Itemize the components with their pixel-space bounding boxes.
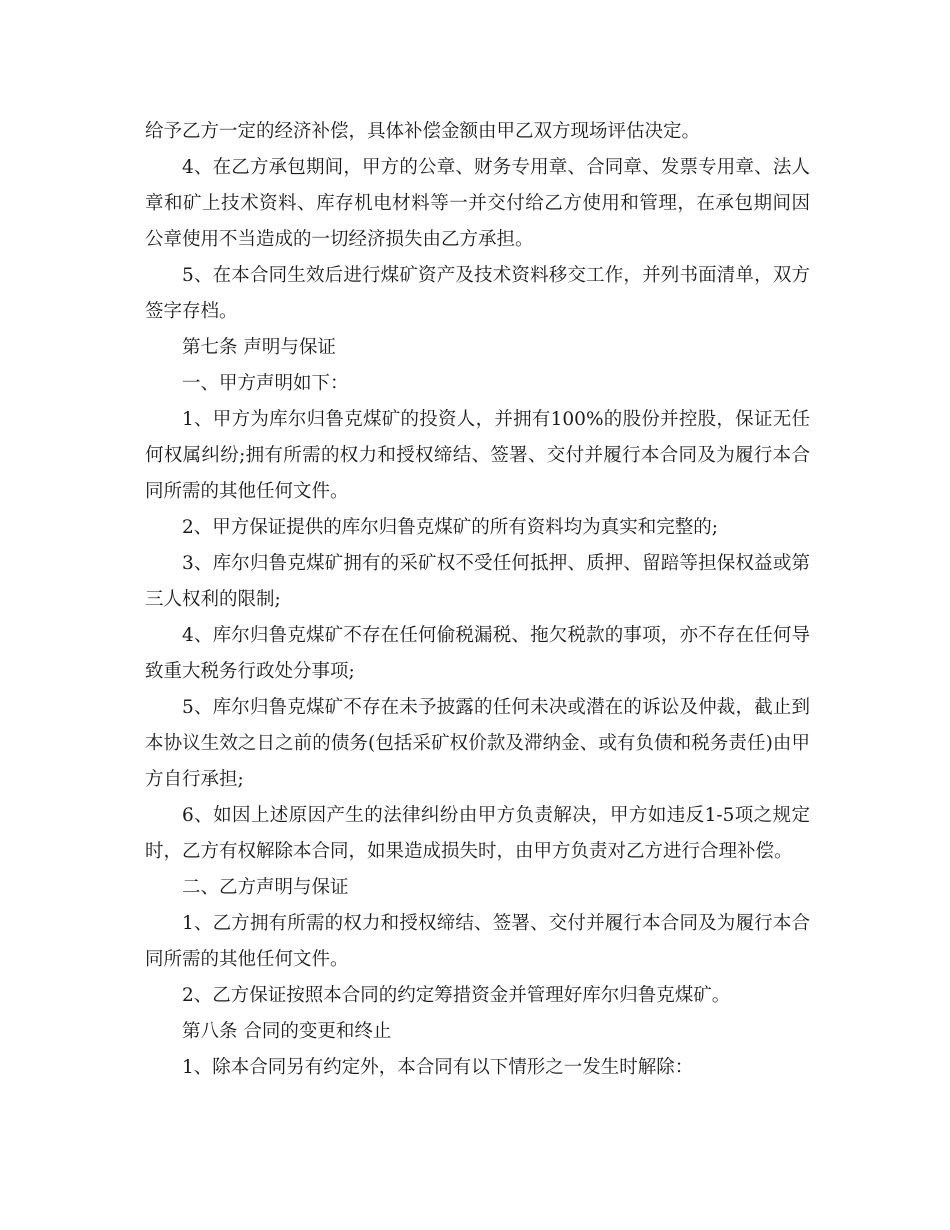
paragraph-a-item-2: 2、甲方保证提供的库尔归鲁克煤矿的所有资料均为真实和完整的; xyxy=(182,517,719,538)
subheading-party-a-declaration: 一、甲方声明如下： xyxy=(182,373,349,394)
paragraph-item-5-handover: 5、在本合同生效后进行煤矿资产及技术资料移交工作，并列书面清单，双方签字存档。 xyxy=(145,265,810,322)
section-heading-article-7: 第七条 声明与保证 xyxy=(182,337,336,358)
document-body xyxy=(145,114,810,1086)
subheading-party-b-declaration: 二、乙方声明与保证 xyxy=(182,877,349,898)
paragraph-a-item-5: 5、库尔归鲁克煤矿不存在未予披露的任何未决或潜在的诉讼及仲裁，截止到本协议生效之日之前的债务(包括采矿权价款及滞纳金、或有负债和税务责任)由甲方自行承担; xyxy=(145,697,810,790)
paragraph-a-item-4: 4、库尔归鲁克煤矿不存在任何偷税漏税、拖欠税款的事项，亦不存在任何导致重大税务行政处分事项; xyxy=(145,625,810,682)
paragraph-compensation-continuation: 给予乙方一定的经济补偿，具体补偿金额由甲乙双方现场评估决定。 xyxy=(145,121,701,142)
paragraph-b-item-2: 2、乙方保证按照本合同的约定筹措资金并管理好库尔归鲁克煤矿。 xyxy=(182,985,731,1006)
section-heading-article-8: 第八条 合同的变更和终止 xyxy=(182,1021,392,1042)
paragraph-b-item-1: 1、乙方拥有所需的权力和授权缔结、签署、交付并履行本合同及为履行本合同所需的其他任何文件。 xyxy=(145,913,810,970)
paragraph-item-4-seals: 4、在乙方承包期间，甲方的公章、财务专用章、合同章、发票专用章、法人章和矿上技术资料、库存机电材料等一并交付给乙方使用和管理，在承包期间因公章使用不当造成的一切经济损失由乙方承担。 xyxy=(145,157,810,250)
paragraph-a-item-3: 3、库尔归鲁克煤矿拥有的采矿权不受任何抵押、质押、留踣等担保权益或第三人权利的限制; xyxy=(145,553,810,610)
paragraph-termination-item-1: 1、除本合同另有约定外，本合同有以下情形之一发生时解除： xyxy=(182,1057,694,1078)
paragraph-a-item-1: 1、甲方为库尔归鲁克煤矿的投资人，并拥有100%的股份并控股，保证无任何权属纠纷;拥有所需的权力和授权缔结、签署、交付并履行本合同及为履行本合同所需的其他任何文件。 xyxy=(145,409,810,502)
paragraph-a-item-6: 6、如因上述原因产生的法律纠纷由甲方负责解决，甲方如违反1-5项之规定时，乙方有权解除本合同，如果造成损失时，由甲方负责对乙方进行合理补偿。 xyxy=(145,805,810,862)
